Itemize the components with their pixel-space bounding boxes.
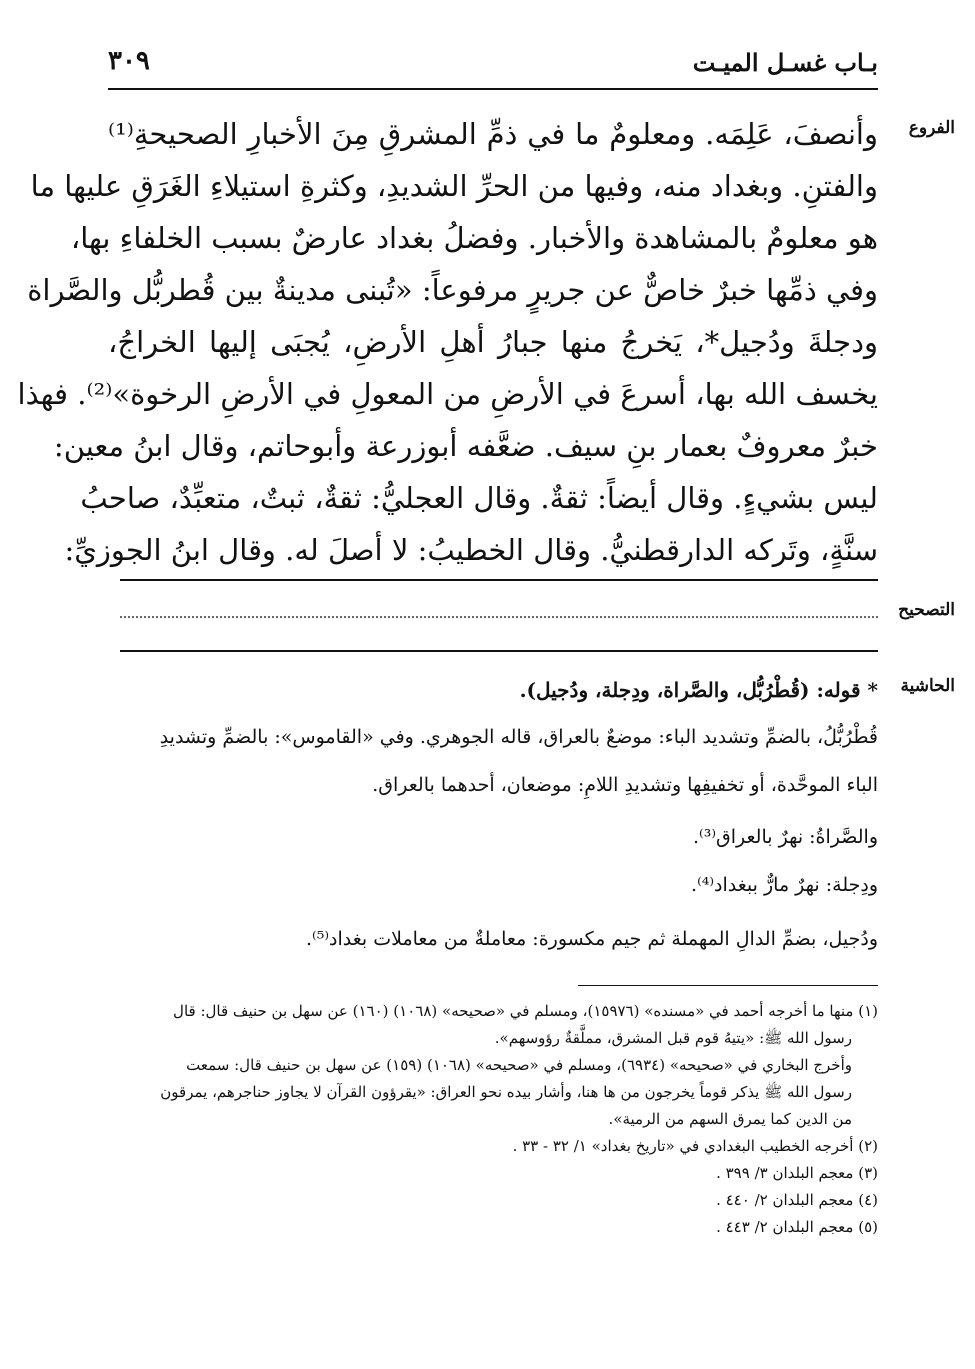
main-line: سنَّةٍ، وتَركه الدارقطنيُّ. وقال الخطيبُ: لا أصلَ له. وقال ابنُ الجوزيِّ: (64, 533, 878, 567)
main-line: يخسف الله بها، أسرعَ في الأرضِ من المعولِ في الأرضِ الرخوة»⁽²⁾. فهذا (17, 377, 878, 411)
tashih-dotted-line (120, 602, 878, 618)
gloss-line: ودُجيل، بضمِّ الدالِ المهملة ثم جيم مكسورة: معاملةٌ من معاملات بغداد⁽⁵⁾. (306, 928, 878, 950)
gloss-line: قُطْرُبُّلُ، بالضمِّ وتشديد الباء: موضعٌ بالعراق، قاله الجوهري. وفي «القاموس»: بالضمِّ وتشديدِ (159, 726, 878, 748)
main-line: وفي ذمِّها خبرٌ خاصٌّ عن جريرٍ مرفوعاً: «تُبنى مدينةٌ بين قُطربُّل والصَّراة (27, 273, 878, 307)
running-title: بـاب غسـل الميـت (692, 48, 878, 77)
footnote-line: (٢) أخرجه الخطيب البغدادي في «تاريخ بغداد» ١/ ٣٢ - ٣٣ . (512, 1137, 878, 1155)
section-divider (120, 650, 878, 652)
footnote-line: (٤) معجم البلدان ٢/ ٤٤٠ . (716, 1191, 878, 1209)
main-line: وأنصفَ، عَلِمَه. ومعلومٌ ما في ذمِّ المشرقِ مِنَ الأخبارِ الصحيحةِ⁽¹⁾ (108, 117, 878, 151)
footnote-line: وأخرج البخاري في «صحيحه» (٦٩٣٤)، ومسلم في «صحيحه» (١٠٦٨) (١٥٩) عن سهل بن حنيف قال: سمعت (186, 1056, 852, 1074)
side-label-hashiya: الحاشية (900, 676, 955, 696)
footnote-line: من الدين كما يمرق السهم من الرمية». (608, 1110, 852, 1128)
side-label-furu: الفروع (908, 118, 955, 138)
footnote-line: رسول الله ﷺ يذكر قوماً يخرجون من ها هنا، وأشار بيده نحو العراق: «يقرؤون القرآن لا يجاوز حناجرهم، يمرقون (160, 1083, 852, 1101)
gloss-line: والصَّراةُ: نهرٌ بالعراق⁽³⁾. (693, 826, 878, 848)
footnote-line: (٣) معجم البلدان ٣/ ٣٩٩ . (716, 1164, 878, 1182)
main-line: خبرٌ معروفٌ بعمار بنِ سيف. ضعَّفه أبوزرعة وأبوحاتم، وقال ابنُ معين: (53, 429, 878, 463)
main-line: ودجلةَ ودُجيل*، يَخرجُ منها جبارُ أهلِ الأرضِ، يُجبَى إليها الخراجُ، (108, 325, 878, 359)
main-line: ليس بشيءٍ. وقال أيضاً: ثقةٌ. وقال العجليُّ: ثقةٌ، ثبتٌ، متعبِّدٌ، صاحبُ (80, 481, 878, 515)
main-line: والفتنِ. وبغداد منه، وفيها من الحرِّ الشديدِ، وكثرةِ استيلاءِ الغَرَقِ عليها ما (30, 169, 878, 203)
footnote-line: (١) منها ما أخرجه أحمد في «مسنده» (١٥٩٧٦)، ومسلم في «صحيحه» (١٠٦٨) (١٦٠) عن سهل بن حنيف قال: قال (173, 1002, 878, 1020)
main-line: هو معلومٌ بالمشاهدة والأخبار. وفضلُ بغداد عارضٌ بسبب الخلفاءِ بها، (70, 221, 878, 255)
footnote-line: (٥) معجم البلدان ٢/ ٤٤٣ . (716, 1218, 878, 1236)
footnotes (108, 998, 878, 1241)
gloss-line: الباء الموحَّدة، أو تخفيفِها وتشديدِ اللامِ: موضعان، أحدهما بالعراق. (372, 774, 878, 796)
footnote-rule (578, 985, 878, 986)
section-divider (120, 579, 878, 581)
gloss-line: ودِجلة: نهرٌ مارٌّ ببغداد⁽⁴⁾. (691, 874, 878, 896)
footnote-line: رسول الله ﷺ: «يتيهُ قوم قبل المشرق، مملَّقةٌ رؤوسهم». (494, 1029, 852, 1047)
main-text (17, 108, 878, 576)
side-label-tashih: التصحيح (898, 600, 955, 620)
gloss-title: * قوله: (قُطْرُبُّل، والصَّراة، ودِجلة، ودُجيل). (519, 678, 878, 702)
page-header (108, 40, 878, 90)
page-number: ٣٠٩ (108, 46, 150, 76)
header-rule (108, 88, 878, 90)
